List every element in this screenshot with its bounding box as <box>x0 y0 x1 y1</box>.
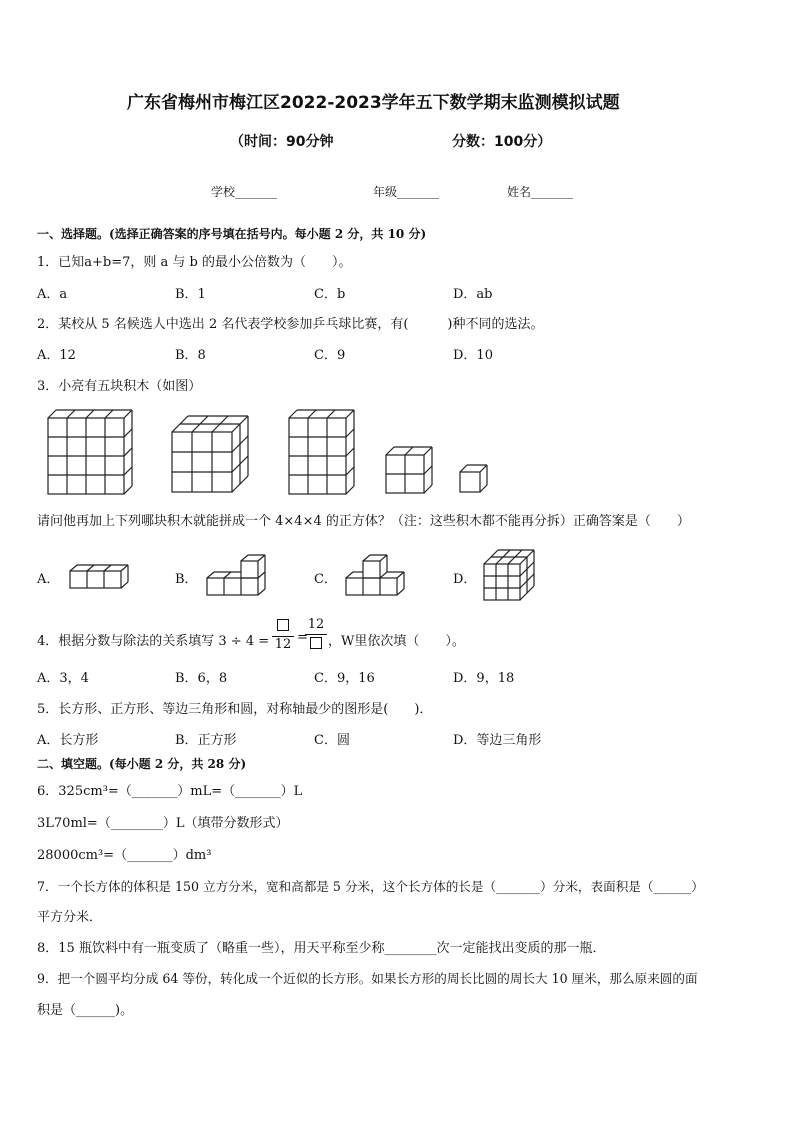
q2-option-c[interactable]: C．9 <box>314 348 346 363</box>
q2-option-d[interactable]: D．10 <box>453 348 493 363</box>
q3-option-a[interactable]: A． <box>37 572 60 587</box>
q3-stem: 3．小亮有五块积木（如图） <box>37 379 202 394</box>
q5-stem: 5．长方形、正方形、等边三角形和圆，对称轴最少的图形是( )． <box>37 702 433 717</box>
exam-score: 分数：100分） <box>452 134 552 150</box>
q4-fraction-1 <box>272 619 294 652</box>
school-field: 学校_______ <box>211 185 278 199</box>
q3-option-d[interactable]: D． <box>453 572 477 587</box>
q4-numerator: 12 <box>307 617 325 632</box>
q3-question: 请问他再加上下列哪块积木就能拼成一个 4×4×4 的正方体？（注：这些积木都不能再分拆）正确答案是（ ） <box>37 514 690 529</box>
option-b-shape <box>207 555 265 595</box>
q2-option-a[interactable]: A．12 <box>37 348 76 363</box>
q1-option-d[interactable]: D．ab <box>453 287 493 302</box>
q5-option-c[interactable]: C．圆 <box>314 733 350 748</box>
q9-line-1: 9．把一个圆平均分成 64 等份，转化成一个近似的长方形。如果长方形的周长比圆的周长大 10 厘米，那么原来圆的面 <box>37 971 698 986</box>
q4-option-d[interactable]: D．9，18 <box>453 671 515 686</box>
grade-field: 年级_______ <box>373 185 440 199</box>
q4-fraction-2 <box>305 617 327 653</box>
q4-equals: = <box>297 630 308 645</box>
q7-line-2: 平方分米． <box>37 910 103 925</box>
q1-option-b[interactable]: B．1 <box>175 287 206 302</box>
q2-option-b[interactable]: B．8 <box>175 348 206 363</box>
q6-line-2: 3L70ml=（________）L（填带分数形式） <box>37 816 289 831</box>
q4-stem-prefix: 4．根据分数与除法的关系填写 3 ÷ 4 = <box>37 634 270 649</box>
option-d-shape <box>484 550 534 600</box>
q5-option-d[interactable]: D．等边三角形 <box>453 733 542 748</box>
q5-option-b[interactable]: B．正方形 <box>175 733 237 748</box>
name-field: 姓名_______ <box>507 185 574 199</box>
q4-blank-numerator <box>277 619 289 631</box>
q4-stem-suffix: ，W里依次填（ ）。 <box>328 634 465 649</box>
option-c-shape <box>346 555 404 595</box>
q9-line-2: 积是（______)。 <box>37 1003 134 1018</box>
q6-line-3: 28000cm³=（_______）dm³ <box>37 848 212 863</box>
exam-time: （时间：90分钟 <box>230 134 334 150</box>
q6-line-1: 6．325cm³=（_______）mL=（_______）L <box>37 784 303 799</box>
section1-heading: 一、选择题。(选择正确答案的序号填在括号内。每小题 2 分，共 10 分) <box>37 227 427 241</box>
section2-heading: 二、填空题。(每小题 2 分，共 28 分) <box>37 757 247 771</box>
page-title: 广东省梅州市梅江区2022-2023学年五下数学期末监测模拟试题 <box>127 93 620 113</box>
q5-option-a[interactable]: A．长方形 <box>37 733 99 748</box>
q8-stem: 8．15 瓶饮料中有一瓶变质了（略重一些），用天平称至少称________次一定能找出变质的那一瓶． <box>37 941 606 956</box>
q3-option-b[interactable]: B． <box>175 572 198 587</box>
q3-option-c[interactable]: C． <box>314 572 337 587</box>
q1-stem: 1．已知a+b=7，则 a 与 b 的最小公倍数为（ ）。 <box>37 255 352 270</box>
q4-denominator: 12 <box>272 636 294 652</box>
q4-option-a[interactable]: A．3，4 <box>37 671 89 686</box>
q1-option-a[interactable]: A．a <box>37 287 68 302</box>
q4-option-c[interactable]: C．9，16 <box>314 671 375 686</box>
option-a-shape <box>70 565 128 588</box>
q4-option-b[interactable]: B．6，8 <box>175 671 228 686</box>
q2-stem: 2．某校从 5 名候选人中选出 2 名代表学校参加乒乓球比赛，有( )种不同的选法。 <box>37 317 544 332</box>
q7-line-1: 7．一个长方体的体积是 150 立方分米，宽和高都是 5 分米，这个长方体的长是（_______）分米，表面积是（______） <box>37 879 704 894</box>
q1-option-c[interactable]: C．b <box>314 287 346 302</box>
q4-blank-denominator <box>310 637 322 649</box>
